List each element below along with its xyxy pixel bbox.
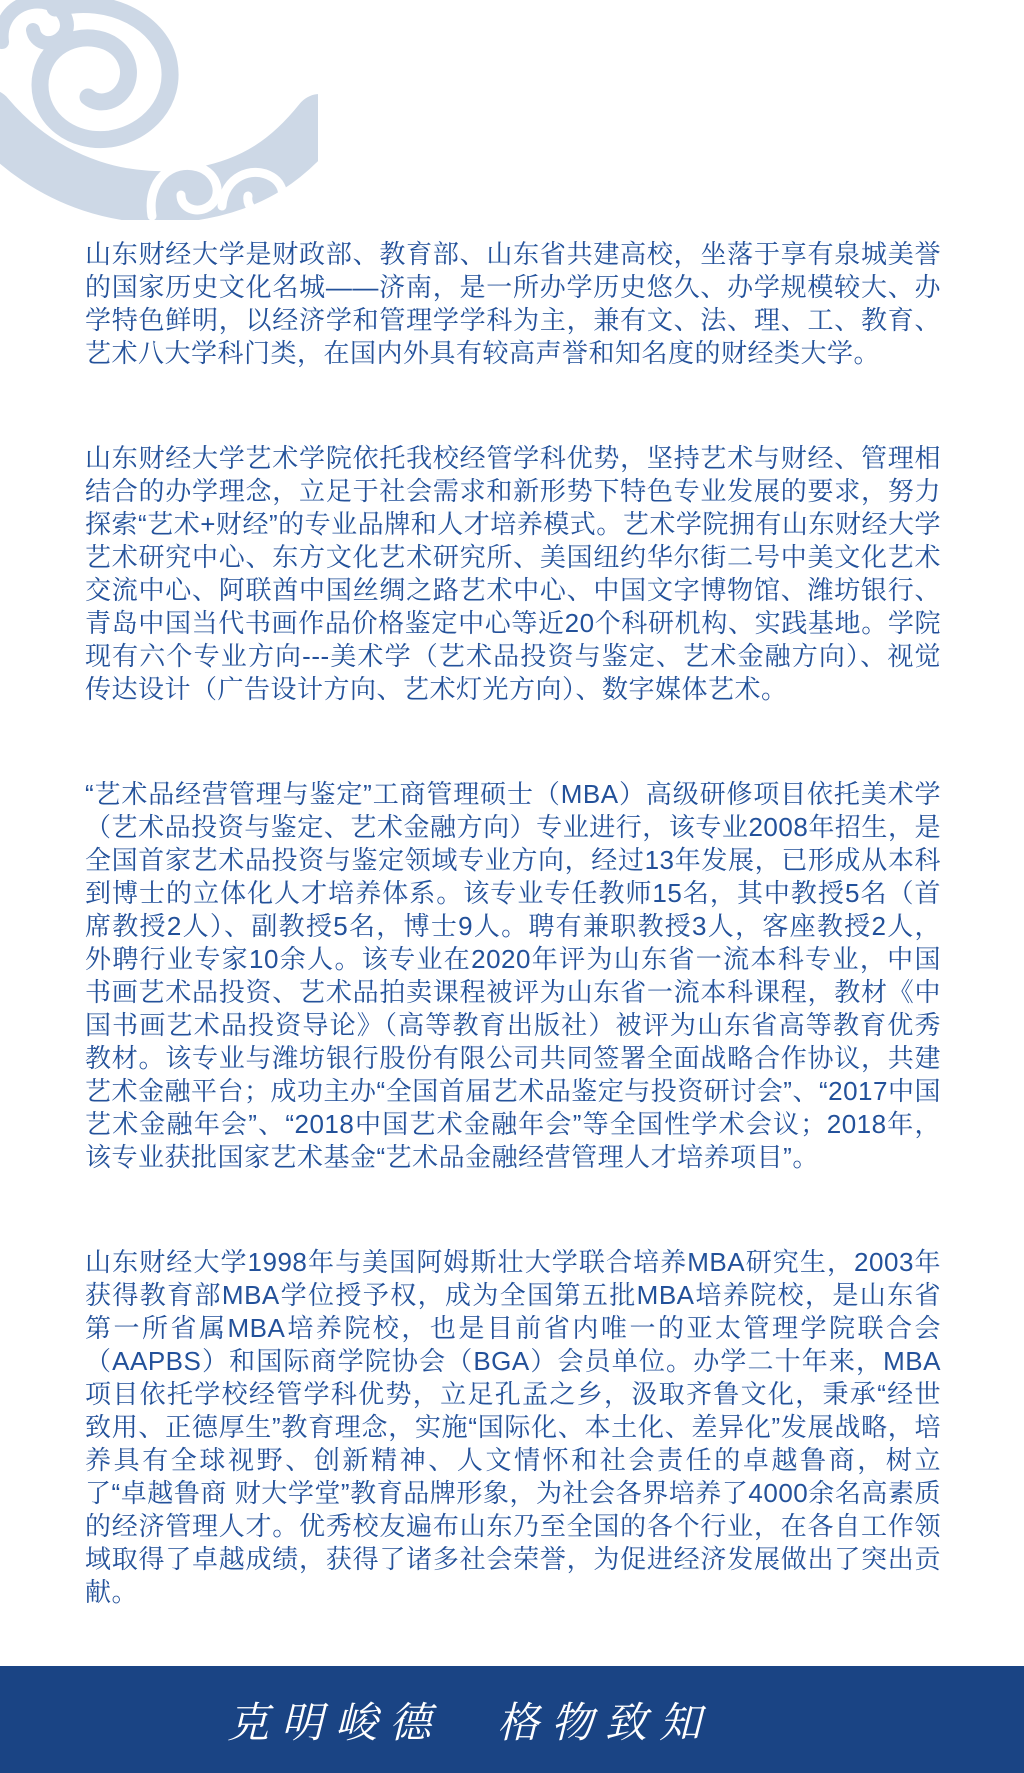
footer-bar <box>0 1666 1024 1773</box>
school-motto: 克明峻德 格物致知 <box>226 1697 713 1747</box>
article-body <box>85 238 941 1609</box>
paragraph-mba-art-program: “艺术品经营管理与鉴定”工商管理硕士（MBA）高级研修项目依托美术学（艺术品投资与鉴定、艺术金融方向）专业进行，该专业2008年招生，是全国首家艺术品投资与鉴定领域专业方向，经过13年发展，已形成从本科到博士的立体化人才培养体系。该专业专任教师15名，其中教授5名（首席教授2人）、副教授5名，博士9人。聘有兼职教授3人，客座教授2人，外聘行业专家10余人。该专业在2020年评为山东省一流本科专业，中国书画艺术品投资、艺术品拍卖课程被评为山东省一流本科课程，教材《中国书画艺术品投资导论》（高等教育出版社）被评为山东省高等教育优秀教材。该专业与潍坊银行股份有限公司共同签署全面战略合作协议，共建艺术金融平台；成功主办“全国首届艺术品鉴定与投资研讨会”、“2017中国艺术金融年会”、“2018中国艺术金融年会”等全国性学术会议；2018年，该专业获批国家艺术基金“艺术品金融经营管理人才培养项目”。 <box>85 779 941 1172</box>
paragraph-university-intro: 山东财经大学是财政部、教育部、山东省共建高校，坐落于享有泉城美誉的国家历史文化名城——济南，是一所办学历史悠久、办学规模较大、办学特色鲜明，以经济学和管理学学科为主，兼有文、法、理、工、教育、艺术八大学科门类，在国内外具有较高声誉和知名度的财经类大学。 <box>85 239 941 368</box>
paragraph-art-school-intro: 山东财经大学艺术学院依托我校经管学科优势，坚持艺术与财经、管理相结合的办学理念，立足于社会需求和新形势下特色专业发展的要求，努力探索“艺术+财经”的专业品牌和人才培养模式。艺术学院拥有山东财经大学艺术研究中心、东方文化艺术研究所、美国纽约华尔街二号中美文化艺术交流中心、阿联酋中国丝绸之路艺术中心、中国文字博物馆、潍坊银行、青岛中国当代书画作品价格鉴定中心等近20个科研机构、实践基地。学院现有六个专业方向---美术学（艺术品投资与鉴定、艺术金融方向）、视觉传达设计（广告设计方向、艺术灯光方向）、数字媒体艺术。 <box>85 443 941 704</box>
auspicious-cloud-icon <box>0 0 318 220</box>
paragraph-mba-history: 山东财经大学1998年与美国阿姆斯壮大学联合培养MBA研究生，2003年获得教育部MBA学位授予权，成为全国第五批MBA培养院校，是山东省第一所省属MBA培养院校，也是目前省内唯一的亚太管理学院联合会（AAPBS）和国际商学院协会（BGA）会员单位。办学二十年来，MBA项目依托学校经管学科优势，立足孔孟之乡，汲取齐鲁文化，秉承“经世致用、正德厚生”教育理念，实施“国际化、本土化、差异化”发展战略，培养具有全球视野、创新精神、人文情怀和社会责任的卓越鲁商，树立了“卓越鲁商 财大学堂”教育品牌形象，为社会各界培养了4000余名高素质的经济管理人才。优秀校友遍布山东乃至全国的各个行业，在各自工作领域取得了卓越成绩，获得了诸多社会荣誉，为促进经济发展做出了突出贡献。 <box>85 1247 941 1607</box>
